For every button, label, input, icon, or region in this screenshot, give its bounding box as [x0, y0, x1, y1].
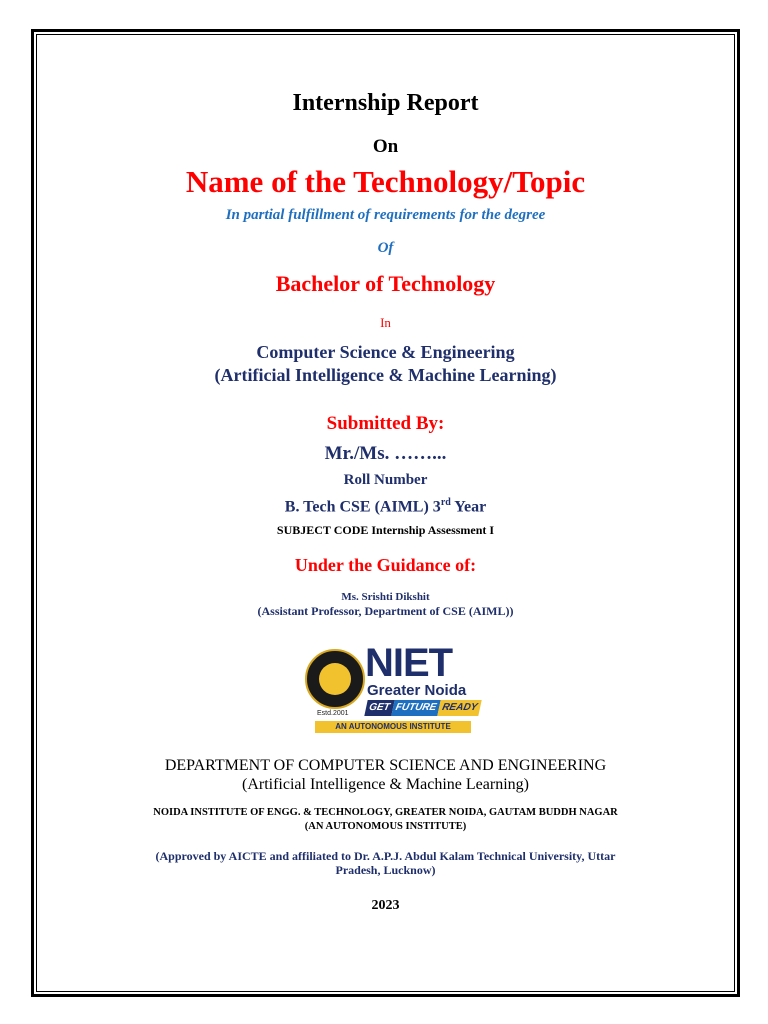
- logo-established: Estd.2001: [317, 710, 349, 717]
- emblem-center: [319, 663, 351, 695]
- institute-emblem-icon: [305, 649, 365, 709]
- subject-code: SUBJECT CODE Internship Assessment I: [276, 523, 495, 537]
- guide-name: Ms. Srishti Dikshit: [341, 591, 430, 603]
- submitted-by-heading: Submitted By:: [326, 413, 445, 434]
- guidance-heading: Under the Guidance of:: [294, 555, 477, 575]
- approval-line-1: (Approved by AICTE and affiliated to Dr. A.P.J. Abdul Kalam Technical University, Uttar: [155, 849, 616, 863]
- program-year-prefix: B. Tech CSE (AIML) 3: [284, 498, 441, 516]
- report-year: 2023: [371, 898, 400, 913]
- logo-tagline-future: FUTURE: [391, 700, 441, 716]
- logo-autonomous-band: AN AUTONOMOUS INSTITUTE: [315, 721, 471, 733]
- approval-line-2: Pradesh, Lucknow): [335, 863, 436, 877]
- on-label: On: [372, 136, 399, 157]
- program-year-suffix: Year: [450, 498, 487, 516]
- program-year-sup: rd: [440, 497, 451, 508]
- logo-tagline-get: GET: [364, 700, 394, 716]
- department-name: DEPARTMENT OF COMPUTER SCIENCE AND ENGINEERING: [164, 757, 607, 774]
- program-year: [36, 497, 735, 517]
- fulfillment-text: In partial fulfillment of requirements for the degree: [225, 207, 546, 223]
- of-label: Of: [377, 240, 394, 256]
- topic-title: Name of the Technology/Topic: [185, 164, 586, 199]
- niet-logo: [303, 641, 479, 735]
- in-label: In: [380, 315, 391, 330]
- branch-line-1: Computer Science & Engineering: [256, 342, 515, 362]
- roll-number: Roll Number: [343, 472, 428, 488]
- guide-designation: (Assistant Professor, Department of CSE (AIML)): [257, 604, 514, 618]
- logo-tagline-ready: READY: [437, 700, 481, 716]
- department-sub: (Artificial Intelligence & Machine Learning): [242, 776, 529, 793]
- degree-title: Bachelor of Technology: [275, 271, 496, 296]
- branch-line-2: (Artificial Intelligence & Machine Learning): [214, 365, 557, 385]
- student-name: Mr./Ms. ……...: [324, 443, 447, 464]
- logo-wordmark: NIET: [365, 641, 453, 685]
- institute-autonomous: (AN AUTONOMOUS INSTITUTE): [304, 821, 467, 832]
- logo-location: Greater Noida: [367, 682, 467, 699]
- institute-name: NOIDA INSTITUTE OF ENGG. & TECHNOLOGY, GREATER NOIDA, GAUTAM BUDDH NAGAR: [153, 807, 618, 818]
- report-title: Internship Report: [292, 90, 479, 116]
- logo-tagline: [364, 700, 479, 716]
